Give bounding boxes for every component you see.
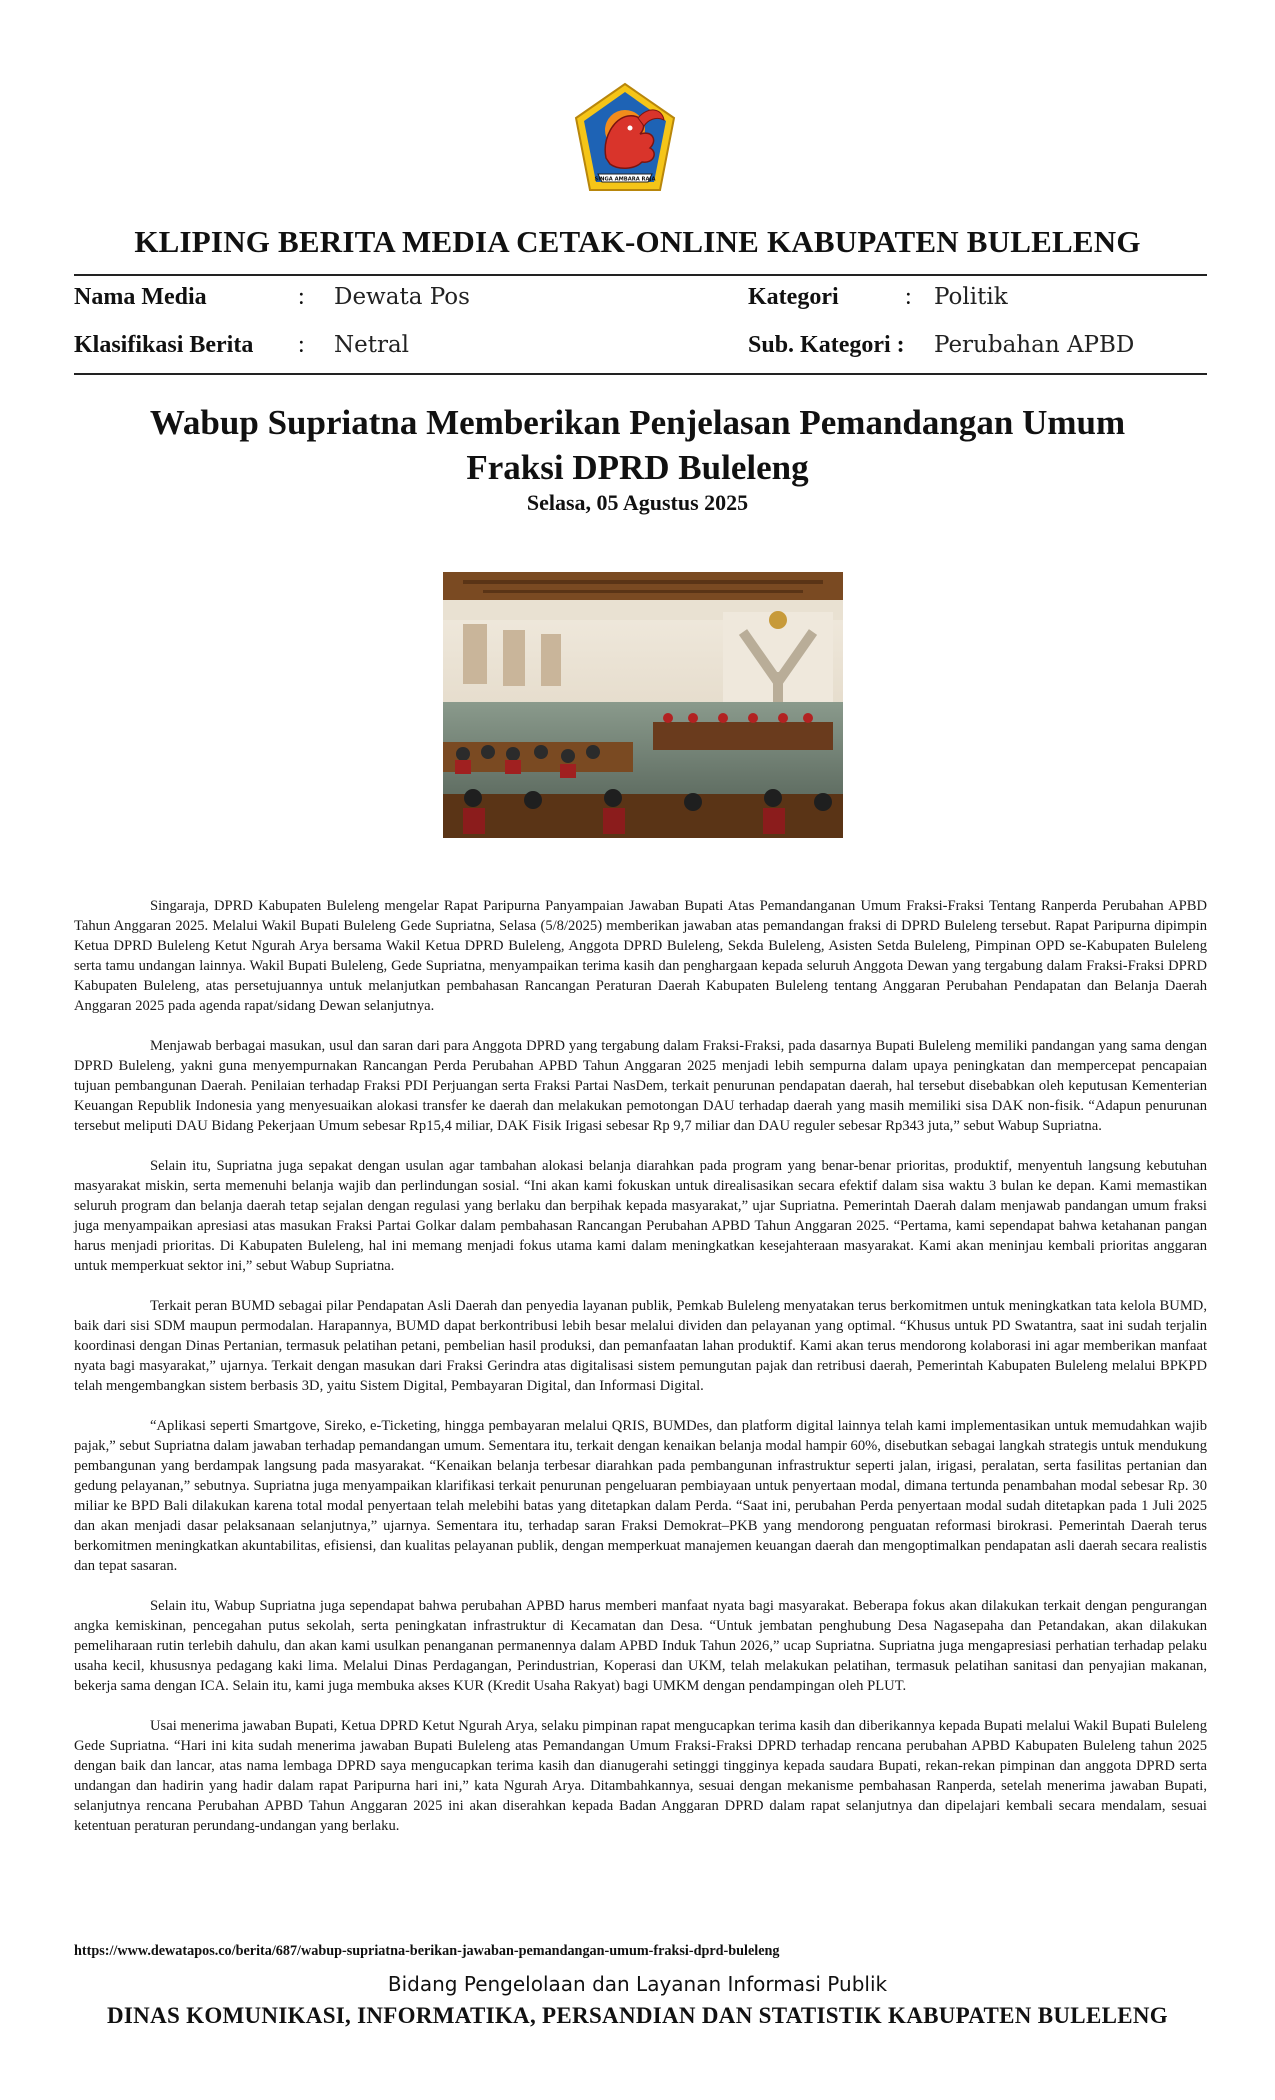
footer-agency-name: DINAS KOMUNIKASI, INFORMATIKA, PERSANDIAN DAN STATISTIK KABUPATEN BULELENG <box>107 2003 1168 2028</box>
article-paragraph-4: Terkait peran BUMD sebagai pilar Pendapatan Asli Daerah dan penyedia layanan publik, Pemkab Buleleng menyatakan terus berkomitmen untuk meningkatkan tata kelola BUMD, baik dari sisi SDM maupun permodalan. Harapannya, BUMD dapat berkontribusi lebih besar melalui dividen dan pelayanan yang optimal. “Khusus untuk PD Swatantra, saat ini sudah terjalin koordinasi dengan Dinas Pertanian, termasuk pelatihan petani, pembelian hasil produksi, dan pemanfaatan lahan produktif. Kami akan terus mendorong kolaborasi ini agar memberikan manfaat nyata bagi masyarakat,” ujarnya. Terkait dengan masukan dari Fraksi Gerindra atas digitalisasi sistem pemungutan pajak dan retribusi daerah, Pemerintah Kabupaten Buleleng melalui BPKPD telah mengembangkan sistem berbasis 3D, yaitu Sistem Digital, Pembayaran Digital, dan Informasi Digital. <box>74 1298 1207 1394</box>
clipping-header-title: KLIPING BERITA MEDIA CETAK-ONLINE KABUPATEN BULELENG <box>134 224 1141 259</box>
article-paragraph-5: “Aplikasi seperti Smartgove, Sireko, e-Ticketing, hingga pembayaran melalui QRIS, BUMDes, dan platform digital lainnya telah kami implementasikan untuk memudahkan wajib pajak,” sebut Supriatna dalam jawaban terhadap pemandangan umum. Sementara itu, terkait dengan kenaikan belanja modal hampir 60%, disebutkan sebagai langkah strategis untuk mendukung pembangunan yang berdampak langsung pada masyarakat. “Kenaikan belanja terbesar diarahkan pada pembangunan infrastruktur seperti jalan, irigasi, peralatan, serta fasilitas pertanian dan gedung pelayanan,” sebutnya. Supriatna juga menyampaikan klarifikasi terkait penurunan pengeluaran pembiayaan untuk penyertaan modal, dimana tertunda penambahan modal sebesar Rp. 30 miliar ke BPD Bali dilakukan karena total modal penyertaan telah melebihi batas yang ditetapkan dalam Perda. “Saat ini, perubahan Perda penyertaan modal sudah ditetapkan pada 1 Juli 2025 dan akan menjadi dasar pelaksanaan selanjutnya,” ujarnya. Sementara itu, terhadap saran Fraksi Demokrat–PKB yang mendorong penguatan reformasi birokrasi. Pemerintah Daerah terus berkomitmen meningkatkan akuntabilitas, efisiensi, dan kualitas pelayanan publik, dengan memperkuat manajemen keuangan daerah dan mengoptimalkan pendapatan asli daerah secara realistis dan tepat sasaran. <box>74 1418 1207 1574</box>
classification-value: Netral <box>334 332 410 358</box>
meta-row-2 <box>0 330 1275 360</box>
category-value: Politik <box>934 284 1008 310</box>
headline-line-2: Fraksi DPRD Buleleng <box>466 448 809 487</box>
subcategory-value: Perubahan APBD <box>934 332 1135 358</box>
article-paragraph-6: Selain itu, Wabup Supriatna juga sependapat bahwa perubahan APBD harus memberi manfaat nyata bagi masyarakat. Beberapa fokus akan dilakukan terkait dengan pengurangan angka kemiskinan, pencegahan putus sekolah, serta peningkatan infrastruktur di Kecamatan dan Desa. “Untuk jembatan penghubung Desa Nagasepaha dan Petandakan, akan dilakukan pemeliharaan rutin terlebih dahulu, dan akan kami usulkan penanganan permanennya dalam APBD Induk Tahun 2026,” ucap Supriatna. Supriatna juga mengapresiasi perhatian terhadap pelaku usaha kecil, khususnya pedagang kaki lima. Melalui Dinas Perdagangan, Perindustrian, Koperasi dan UKM, telah melakukan pelatihan, termasuk pelatihan sanitasi dan penyajian makanan, bekerja sama dengan ICA. Selain itu, kami juga membuka akses KUR (Kredit Usaha Rakyat) bagi UMKM dengan pendampingan oleh PLUT. <box>74 1598 1207 1694</box>
logo-motto: SINGA AMBARA RAJA <box>594 176 656 183</box>
header-divider-bottom <box>74 373 1207 375</box>
classification-colon: : <box>298 332 305 358</box>
meta-row-1 <box>0 282 1275 312</box>
media-value: Dewata Pos <box>334 284 470 310</box>
footer-unit-name: Bidang Pengelolaan dan Layanan Informasi Publik <box>387 1972 888 1996</box>
council-meeting-photo <box>443 572 843 838</box>
article-paragraph-2: Menjawab berbagai masukan, usul dan saran dari para Anggota DPRD yang tergabung dalam Fraksi-Fraksi, pada dasarnya Bupati Buleleng memiliki pandangan yang sama dengan DPRD Buleleng, yakni guna menyempurnakan Rancangan Perda Perubahan APBD Tahun Anggaran 2025 menjadi lebih sempurna dalam upaya peningkatan dan mempercepat pencapaian tujuan pembangunan Daerah. Penilaian terhadap Fraksi PDI Perjuangan serta Fraksi Partai NasDem, terkait penurunan pendapatan daerah, hal tersebut disebabkan oleh keputusan Kementerian Keuangan Republik Indonesia yang menyesuaikan alokasi transfer ke daerah dan melakukan pemotongan DAU terhadap daerah yang masih memiliki sisa DAK non-fisik. “Adapun penurunan tersebut meliputi DAU Bidang Pekerjaan Umum sebesar Rp15,4 miliar, DAK Fisik Irigasi sebesar Rp 9,7 miliar dan DAU reguler sebesar Rp343 juta,” sebut Wabup Supriatna. <box>74 1038 1207 1134</box>
header-divider-top <box>74 274 1207 276</box>
media-colon: : <box>298 284 305 310</box>
source-url-link[interactable]: https://www.dewatapos.co/berita/687/wabup-supriatna-berikan-jawaban-pemandangan-umum-fraksi-dprd-buleleng <box>74 1943 780 1959</box>
article-body <box>74 896 1207 1856</box>
article-paragraph-1: Singaraja, DPRD Kabupaten Buleleng mengelar Rapat Paripurna Panyampaian Jawaban Bupati Atas Pemandanganan Umum Fraksi-Fraksi Tentang Ranperda Perubahan APBD Tahun Anggaran 2025. Melalui Wakil Bupati Buleleng Gede Supriatna, Selasa (5/8/2025) memberikan jawaban atas pemandangan fraksi di DPRD Buleleng tersebut. Rapat Paripurna dipimpin Ketua DPRD Buleleng Ketut Ngurah Arya bersama Wakil Ketua DPRD Buleleng, Anggota DPRD Buleleng, Sekda Buleleng, Asisten Setda Buleleng, Pimpinan OPD se-Kabupaten Buleleng serta tamu undangan lainnya. Wakil Bupati Buleleng, Gede Supriatna, menyampaikan terima kasih dan penghargaan kepada seluruh Anggota Dewan yang tergabung dalam Fraksi-Fraksi DPRD Kabupaten Buleleng, atas persetujuannya untuk melanjutkan pembahasan Rancangan Peraturan Daerah Kabupaten Buleleng tentang Anggaran Perubahan Pendapatan dan Belanja Daerah Anggaran 2025 pada agenda rapat/sidang Dewan selanjutnya. <box>74 898 1207 1014</box>
category-colon: : <box>905 284 912 310</box>
buleleng-coat-of-arms-icon <box>568 78 682 198</box>
classification-label: Klasifikasi Berita <box>74 332 254 358</box>
article-paragraph-7: Usai menerima jawaban Bupati, Ketua DPRD Ketut Ngurah Arya, selaku pimpinan rapat mengucapkan terima kasih dan diberikannya kepada Bupati melalui Wakil Bupati Buleleng Gede Supriatna. “Hari ini kita sudah menerima jawaban Bupati Buleleng atas Pemandangan Umum Fraksi-Fraksi DPRD terhadap rencana perubahan APBD Kabupaten Buleleng tahun 2025 dengan baik dan lancar, atas nama lembaga DPRD saya mengucapkan terima kasih dan dianugerahi setinggi tingginya kepada saudara Bupati, rekan-rekan pimpinan dan anggota DPRD serta undangan dan hadirin yang hadir dalam rapat Paripurna hari ini,” kata Ngurah Arya. Ditambahkannya, sesuai dengan mekanisme pembahasan Ranperda, setelah menerima jawaban Bupati, selanjutnya rencana Perubahan APBD Tahun Anggaran 2025 ini akan diserahkan kepada Badan Anggaran DPRD dalam rapat selanjutnya dan dipelajari kembali secara mendalam, sesuai ketentuan peraturan perundang-undangan yang berlaku. <box>74 1718 1207 1834</box>
subcategory-label: Sub. Kategori : <box>748 332 905 358</box>
article-headline <box>100 400 1175 490</box>
article-date: Selasa, 05 Agustus 2025 <box>526 490 749 515</box>
category-label: Kategori <box>748 284 839 310</box>
media-label: Nama Media <box>74 284 207 310</box>
article-paragraph-3: Selain itu, Supriatna juga sepakat dengan usulan agar tambahan alokasi belanja diarahkan pada program yang benar-benar prioritas, produktif, menyentuh langsung kebutuhan masyarakat miskin, serta memenuhi belanja wajib dan perlindungan sosial. “Ini akan kami fokuskan untuk direalisasikan secara efektif dalam sisa waktu 3 bulan ke depan. Kami memastikan seluruh program dan belanja daerah tetap sejalan dengan regulasi yang berlaku dan berpihak kepada masyarakat,” ujar Supriatna. Pemerintah Daerah dalam menjawab pandangan umum fraksi juga menyampaikan apresiasi atas masukan Fraksi Partai Golkar dalam pembahasan Rancangan Perubahan APBD Tahun Anggaran 2025. “Pertama, kami sependapat bahwa ketahanan pangan harus menjadi prioritas. Di Kabupaten Buleleng, hal ini memang menjadi fokus utama kami dalam meningkatkan kesejahteraan masyarakat. Kami akan meninjau kembali prioritas anggaran untuk memperkuat sektor ini,” sebut Wabup Supriatna. <box>74 1158 1207 1274</box>
headline-line-1: Wabup Supriatna Memberikan Penjelasan Pemandangan Umum <box>149 403 1126 442</box>
